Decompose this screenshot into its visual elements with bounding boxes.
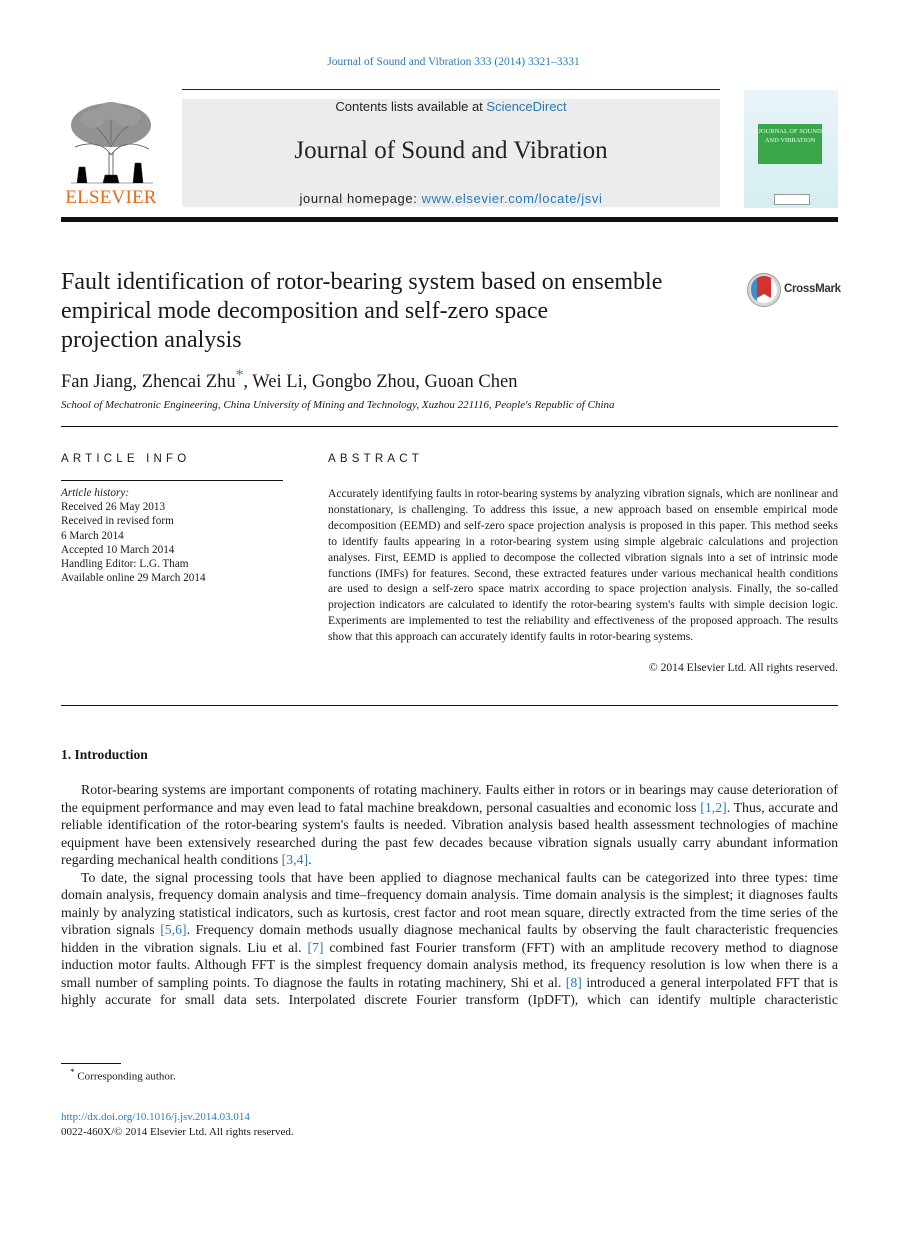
author-list	[61, 367, 518, 393]
abstract-end-rule	[61, 705, 838, 706]
text-run: introduced a general interpolated FFT that is highly accurate for small data sets. Interpolated discrete Fourier transform (IpDFT), which can identify multiple characteristic	[61, 974, 838, 1007]
footnote-mark: *	[70, 1067, 75, 1077]
title-line: Fault identification of rotor-bearing system based on ensemble	[61, 269, 663, 295]
abstract-body: Accurately identifying faults in rotor-bearing systems by analyzing vibration signals, which are nonlinear and nonstationary, is challenging. To address this issue, a new approach based on ensemble empirical mode decomposition (EEMD) and self-zero space projection analysis is proposed in this paper. This method seeks to identify faults appearing in a rotor-bearing system using simple algebraic calculations and projection analyses. First, EEMD is applied to decompose the collected vibration signals into a set of intrinsic mode functions (IMFs) for features. Second, these extracted features under various mechanical health conditions are used to design a self-zero space matrix according to space projection analysis. Finally, the so-called projection indicators are calculated to identify the rotor-bearing system's faults with simple decision logic. Experiments are implemented to test the reliability and effectiveness of the proposed approach. The results show that this approach can accurately identify faults in rotor-bearing systems.	[328, 487, 838, 644]
cover-badge	[774, 194, 810, 205]
history-label: Article history:	[61, 487, 130, 499]
issn-copyright: 0022-460X/© 2014 Elsevier Ltd. All rights reserved.	[61, 1126, 294, 1138]
text-run: . Thus, accurate and reliable identification of the rotor-bearing system's faults is needed. Vibration analysis based health assessment technologies of machine equipment have been extensively researched during the past few decades because vibration signals usually carry abundant information regarding mechanical health conditions	[61, 799, 838, 867]
elsevier-wordmark: ELSEVIER	[65, 187, 157, 208]
author-name[interactable]: Zhencai Zhu	[141, 372, 236, 393]
affiliation: School of Mechatronic Engineering, China University of Mining and Technology, Xuzhou 221116, People's Republic of China	[61, 399, 615, 411]
abstract-heading: ABSTRACT	[328, 453, 423, 465]
crossmark-badge[interactable]	[746, 272, 840, 308]
masthead-top-rule	[182, 89, 720, 90]
history-item: Handling Editor: L.G. Tham	[61, 558, 189, 571]
journal-name: Journal of Sound and Vibration	[294, 137, 608, 164]
article-info-heading: ARTICLE INFO	[61, 453, 191, 465]
title-line: projection analysis	[61, 327, 242, 353]
journal-citation[interactable]: Journal of Sound and Vibration 333 (2014) 3321–3331	[327, 56, 580, 68]
abstract-copyright: © 2014 Elsevier Ltd. All rights reserved.	[648, 661, 838, 674]
citation-link[interactable]: [8]	[565, 974, 582, 990]
text-run: To date, the signal processing tools that have been applied to diagnose mechanical faults can be categorized into three types: time domain analysis, frequency domain analysis and time–frequency domain analysis. Time domain analysis is the simplest; it diagnoses faults mainly by analyzing statistical indicators, such as kurtosis, crest factor and root mean square, directly extracted from the time series of the vibration signals	[61, 869, 838, 937]
citation-link[interactable]: [3,4]	[281, 852, 309, 867]
citation-link[interactable]: [1,2]	[700, 799, 727, 815]
history-item: Received in revised form	[61, 515, 174, 528]
author-name[interactable]: Fan Jiang,	[61, 372, 142, 393]
history-item: Accepted 10 March 2014	[61, 543, 175, 556]
citation-link[interactable]: [7]	[307, 939, 324, 955]
history-item: Received 26 May 2013	[61, 501, 166, 514]
elsevier-logo	[60, 97, 162, 209]
article-title	[61, 268, 741, 355]
footnote-rule	[61, 1063, 121, 1064]
crossmark-icon	[746, 272, 782, 308]
paragraph	[61, 781, 838, 869]
footnote-text: Corresponding author.	[74, 1070, 176, 1083]
corresponding-author-mark[interactable]: *	[235, 367, 244, 384]
title-line: empirical mode decomposition and self-zero space	[61, 298, 549, 324]
text-run: . Frequency domain methods usually diagnose mechanical faults by observing the fault characteristic frequencies hidden in the vibration signals. Liu et al.	[61, 922, 839, 955]
sciencedirect-link[interactable]: ScienceDirect	[486, 99, 567, 114]
contents-line	[182, 99, 720, 114]
header-rule	[61, 217, 838, 222]
homepage-link[interactable]: www.elsevier.com/locate/jsvi	[421, 191, 603, 206]
homepage-prefix: journal homepage:	[299, 191, 422, 206]
crossmark-label: CrossMark	[784, 283, 841, 295]
paragraph	[61, 869, 838, 1009]
history-item: Available online 29 March 2014	[61, 572, 206, 585]
homepage-line	[182, 191, 720, 206]
affiliation-rule	[61, 426, 838, 427]
footnote	[70, 1067, 176, 1083]
author-names-rest[interactable]: , Wei Li, Gongbo Zhou, Guoan Chen	[243, 372, 518, 393]
contents-prefix: Contents lists available at	[335, 99, 487, 114]
introduction-body	[61, 781, 838, 1009]
history-item: 6 March 2014	[61, 529, 124, 542]
elsevier-tree-icon	[63, 97, 159, 185]
journal-cover-thumbnail[interactable]	[744, 90, 838, 208]
article-info-rule	[61, 480, 283, 481]
article-history	[61, 486, 281, 585]
cover-title: JOURNAL OF SOUND AND VIBRATION	[758, 124, 822, 164]
text-run: combined fast Fourier transform (FFT) with an amplitude recovery method to diagnose induction motor faults. Although FFT is the simplest frequency domain analysis method, its frequency resolution is low when there is a small number of sampling points. To diagnose the faults in rotating machinery, Shi et al.	[61, 939, 838, 990]
doi-link[interactable]: http://dx.doi.org/10.1016/j.jsv.2014.03.014	[61, 1111, 250, 1123]
text-run: Rotor-bearing systems are important components of rotating machinery. Faults either in rotors or in bearings may cause deterioration of the equipment performance and may even lead to fatal machine breakdown, personal casualties and economic loss	[61, 782, 838, 815]
citation-link[interactable]: [5,6]	[160, 922, 187, 937]
text-run: .	[308, 852, 312, 867]
section-heading-introduction: 1. Introduction	[61, 747, 148, 762]
